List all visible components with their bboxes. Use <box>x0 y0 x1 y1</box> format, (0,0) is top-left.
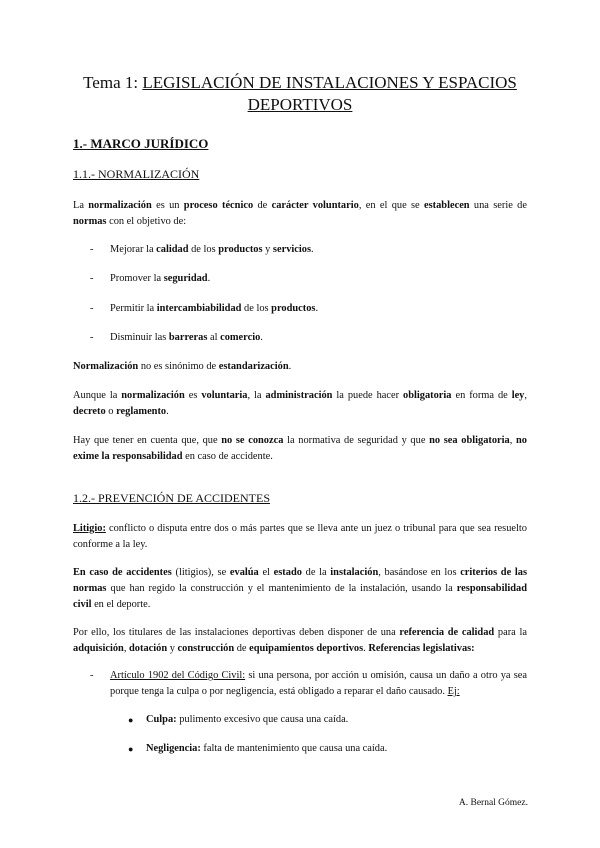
subsection-heading-prevencion: 1.2.- PREVENCIÓN DE ACCIDENTES <box>73 491 270 505</box>
footer-author: A. Bernal Gómez. <box>458 798 528 808</box>
title-line2: DEPORTIVOS <box>247 95 353 114</box>
title-prefix: Tema 1: <box>83 73 143 92</box>
paragraph-titulares: Por ello, los titulares de las instalaciones deportivas deben disponer de una referencia de calidad para la adquisición, dotación y construcción de equipamientos deportivos. Referencias legislativas: <box>73 627 527 654</box>
section-heading-marco-juridico: 1.- MARCO JURÍDICO <box>73 136 209 151</box>
paragraph-litigio: Litigio: conflicto o disputa entre dos o más partes que se lleva ante un juez o tribunal para que sea resuelto conforme a la ley. <box>73 523 527 550</box>
paragraph-note: Hay que tener en cuenta que, que no se conozca la normativa de seguridad y que no sea obligatoria, no exime la responsabilidad en caso de accidente. <box>73 435 527 462</box>
page-title <box>60 72 540 116</box>
paragraph-normalizacion-intro: La normalización es un proceso técnico de carácter voluntario, en el que se establecen una serie de normas con el objetivo de: <box>73 200 527 227</box>
list-item-articulo: - Artículo 1902 del Código Civil: si una persona, por acción u omisión, causa un daño a otro ya sea porque tenga la culpa o por negligencia, está obligado a reparar el daño causado. Ej: <box>90 670 527 697</box>
bullet-icon: ● <box>128 715 134 725</box>
subsection-heading-normalizacion: 1.1.- NORMALIZACIÓN <box>73 167 200 181</box>
bullet-icon: ● <box>128 744 134 754</box>
paragraph-voluntaria: Aunque la normalización es voluntaria, la administración la puede hacer obligatoria en forma de ley, decreto o reglamento. <box>73 390 527 417</box>
paragraph-accidentes: En caso de accidentes (litigios), se evalúa el estado de la instalación, basándose en los criterios de las normas que han regido la construcción y el mantenimiento de la instalación, usando la responsabilidad civil en el deporte. <box>73 567 527 610</box>
document-page: Tema 1: LEGISLACIÓN DE INSTALACIONES Y ESPACIOS DEPORTIVOS 1.- MARCO JURÍDICO 1.1.- NORMALIZACIÓN La normalización es un proceso técnico de carácter voluntario, en el que se establecen una serie de normas con el objetivo de: - Mejorar la calidad de los productos y servicios. - Promover la seguridad. - Permitir la intercambiabilidad de los productos. - Disminuir las barreras al comercio. Normalización no es sinónimo de estandarización. Aunque la normalización es voluntaria, la administración la puede hacer obligatoria en forma de ley, decreto o reglamento. Hay que tener en cuenta que, que no se conozca la normativa de seguridad y que no sea obligatoria, no exime la responsabilidad en caso de accidente. 1.2.- PREVENCIÓN DE ACCIDENTES Litigio: conflicto o disputa entre dos o más partes que se lleva ante un juez o tribunal para que sea resuelto conforme a la ley. En caso de accidentes (litigios), se evalúa el estado de la instalación, basándose en los criterios de las normas que han regido la construcción y el mantenimiento de la instalación, usando la responsabilidad civil en el deporte. Por ello, los titulares de las instalaciones deportivas deben disponer de una referencia de calidad para la adquisición, dotación y construcción de equipamientos deportivos. Referencias legislativas: - Artículo 1902 del Código Civil: si una persona, por acción u omisión, causa un daño a otro ya sea porque tenga la culpa o por negligencia, está obligado a reparar el daño causado. Ej: ● Culpa: pulimento excesivo que causa una caída. ● Negligencia: falta de mantenimiento que causa una caída. A. Bernal Gómez. <box>0 0 600 848</box>
title-line1: LEGISLACIÓN DE INSTALACIONES Y ESPACIOS <box>142 73 517 92</box>
paragraph-synonym: Normalización no es sinónimo de estandarización. <box>73 361 292 372</box>
